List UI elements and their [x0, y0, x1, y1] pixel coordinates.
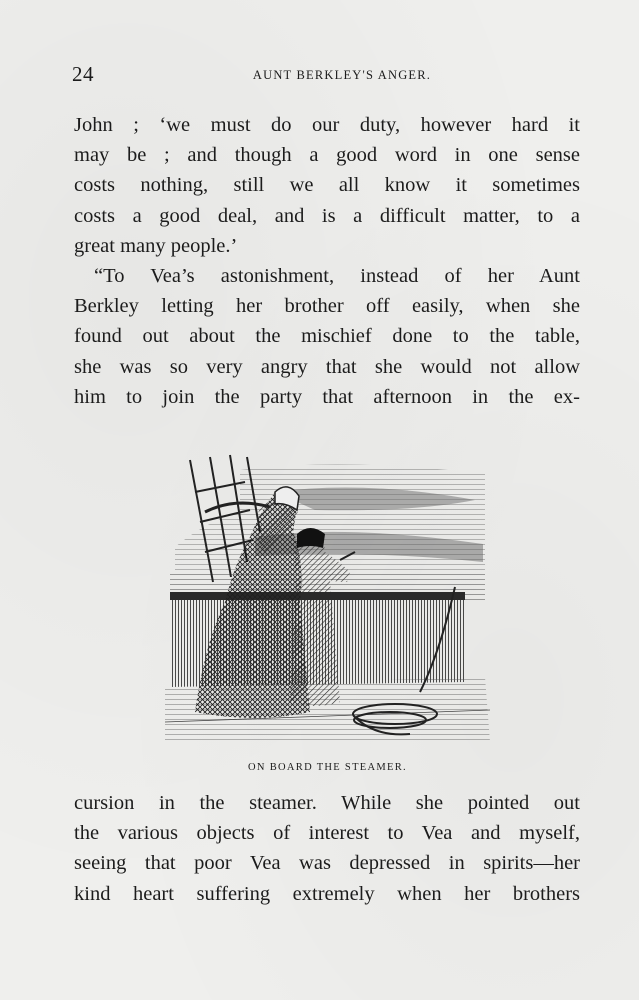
body-text-top: [74, 110, 580, 412]
text-line: John ; ‘we must do our duty, however hard it: [74, 114, 580, 136]
text-line: “To Vea’s astonishment, instead of her Aunt: [94, 264, 580, 287]
text-line: Berkley letting her brother off easily, when she: [74, 295, 580, 318]
steamer-deck-engraving: [165, 452, 490, 742]
body-text-bottom: [74, 788, 580, 909]
text-line: costs a good deal, and is a difficult matter, to a: [74, 204, 580, 227]
text-line: him to join the party that afternoon in the ex-: [74, 385, 580, 408]
page-header: [72, 62, 582, 88]
text-line: the various objects of interest to Vea and myself,: [74, 822, 580, 845]
text-line: seeing that poor Vea was depressed in spirits—her: [74, 852, 580, 875]
text-line: kind heart suffering extremely when her brothers: [74, 882, 580, 905]
engraving-illustration: [165, 452, 490, 742]
text-line: may be ; and though a good word in one sense: [74, 144, 580, 167]
text-line: found out about the mischief done to the table,: [74, 325, 580, 348]
text-line: great many people.’: [74, 234, 238, 257]
text-line: she was so very angry that she would not allow: [74, 355, 580, 378]
text-line: cursion in the steamer. While she pointed out: [74, 792, 580, 814]
text-line: costs nothing, still we all know it sometimes: [74, 174, 580, 197]
illustration-caption: ON BOARD THE STEAMER.: [248, 762, 407, 773]
running-head: AUNT BERKLEY'S ANGER.: [252, 68, 432, 82]
page-number: 24: [72, 62, 94, 86]
